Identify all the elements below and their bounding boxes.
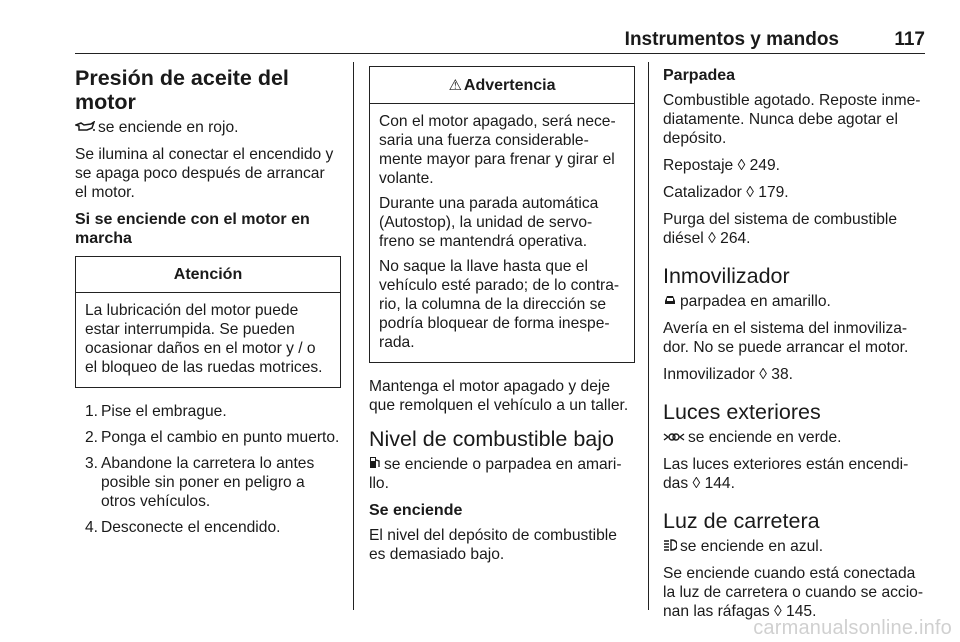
warning-triangle-icon: ⚠ [448, 77, 462, 94]
page-ref-arrow-icon: ◊ [737, 157, 746, 174]
oil-can-icon [75, 118, 95, 137]
ref-purga: Purga del sistema de combustible diésel ◊ 264. [663, 211, 898, 247]
section-heading-oil-pressure: Presión de aceite del motor [75, 66, 289, 114]
column-divider [353, 62, 354, 610]
column-divider [648, 62, 649, 610]
steps-list [75, 402, 341, 537]
page-ref-arrow-icon: ◊ [708, 230, 716, 247]
fuel-description: El nivel del depósito de combustible es demasiado bajo. [369, 527, 617, 563]
list-item: 1. Pise el embrague. [85, 403, 227, 420]
high-beam-description: Se enciende cuando está conectada la luz de carretera o cuando se accio-nan las ráfagas ◊ 145. [663, 565, 924, 620]
list-item: 3. Abandone la carretera lo antes posible sin poner en peligro a otros vehículos. [85, 455, 315, 510]
subheading-motor-running: Si se enciende con el motor en marcha [75, 211, 310, 247]
header-title: Instrumentos y mandos [624, 29, 839, 50]
exterior-lights-icon-line: se enciende en verde. [663, 428, 931, 447]
attention-box [75, 256, 341, 388]
fuel-icon-text: se enciende o parpadea en amari-llo. [369, 456, 622, 492]
warning-text-3: No saque la llave hasta que el vehículo esté parado; de lo contra-rio, la columna de la dirección se podría bloquear de forma inespe-rada. [379, 258, 620, 351]
page-ref-arrow-icon: ◊ [746, 184, 754, 201]
attention-text: La lubricación del motor puede estar interrumpida. Se pueden ocasionar daños en el motor y / o el bloqueo de las ruedas motrices. [85, 302, 323, 376]
oil-icon-text: se enciende en rojo. [98, 119, 239, 136]
warning-box [369, 66, 635, 363]
high-beam-icon [663, 537, 677, 556]
subheading-lights-on: Se enciende [369, 502, 463, 519]
section-heading-immobilizer: Inmovilizador [663, 264, 790, 288]
immobilizer-description: Avería en el sistema del inmoviliza-dor. No se puede arrancar el motor. [663, 320, 909, 356]
page-header [75, 26, 925, 54]
subheading-blinks: Parpadea [663, 67, 736, 84]
immobilizer-icon-line: parpadea en amarillo. [663, 292, 931, 311]
list-item: 4. Desconecte el encendido. [85, 519, 281, 536]
page-ref-arrow-icon: ◊ [773, 603, 782, 620]
fuel-icon-line [369, 455, 635, 493]
fuel-pump-icon [369, 455, 381, 474]
section-heading-high-beam: Luz de carretera [663, 509, 820, 533]
page-ref-arrow-icon: ◊ [692, 475, 701, 492]
high-beam-icon-line: se enciende en azul. [663, 537, 931, 556]
warning-text-1: Con el motor apagado, será nece-saria una fuerza considerable-mente mayor para frenar y girar el volante. [379, 113, 616, 187]
list-item: 2. Ponga el cambio en punto muerto. [85, 429, 340, 446]
ref-catalizador: Catalizador ◊ 179. [663, 184, 789, 201]
ref-inmovilizador: Inmovilizador ◊ 38. [663, 366, 793, 383]
ref-repostaje: Repostaje ◊ 249. [663, 157, 780, 174]
tow-instruction: Mantenga el motor apagado y deje que remolquen el vehículo a un taller. [369, 378, 629, 414]
section-heading-exterior-lights: Luces exteriores [663, 400, 821, 424]
page-ref-arrow-icon: ◊ [759, 366, 767, 383]
oil-description: Se ilumina al conectar el encendido y se apaga poco después de arrancar el motor. [75, 146, 334, 201]
column-3 [663, 66, 931, 629]
section-heading-low-fuel: Nivel de combustible bajo [369, 427, 614, 451]
warning-title: ⚠ Advertencia [370, 67, 634, 104]
oil-icon-line [75, 118, 341, 137]
page-number: 117 [894, 29, 925, 50]
column-2 [369, 66, 635, 572]
watermark: carmanualsonline.info [753, 617, 952, 639]
side-lights-icon [663, 428, 685, 447]
column-1 [75, 66, 341, 544]
car-key-icon [663, 292, 677, 311]
blinks-description: Combustible agotado. Reposte inme-diatamente. Nunca debe agotar el depósito. [663, 92, 921, 147]
warning-text-2: Durante una parada automática (Autostop), la unidad de servo-freno se mantendrá operativa. [379, 195, 599, 250]
exterior-lights-description: Las luces exteriores están encendi-das ◊ 144. [663, 456, 909, 492]
attention-title: Atención [76, 257, 340, 293]
